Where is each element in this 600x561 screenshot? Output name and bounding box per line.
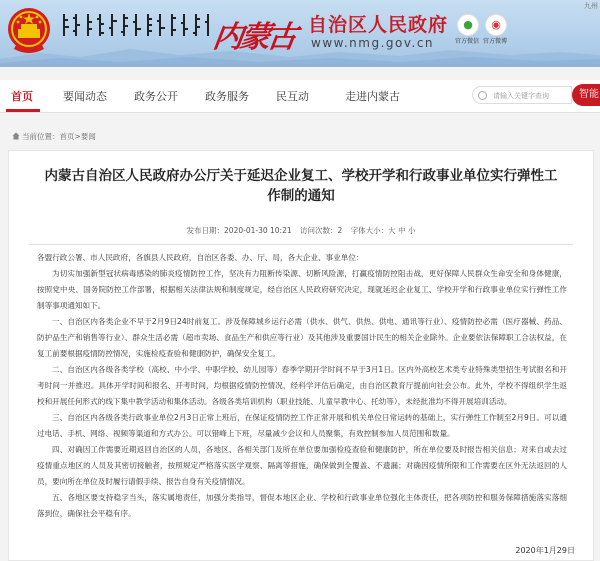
weibo-icon[interactable]: ◉: [485, 14, 507, 36]
nav-item-home[interactable]: 首页: [11, 90, 33, 103]
header-corner-text: 九州: [584, 2, 598, 10]
article-date: 2020年1月29日: [515, 546, 575, 555]
site-url: www.nmg.gov.cn: [311, 36, 435, 50]
nav-item-gov-services[interactable]: 政务服务: [205, 90, 249, 103]
publish-date: 发布日期：2020-01-30 10:21: [186, 226, 292, 235]
nav-item-interaction[interactable]: 民互动: [276, 90, 309, 103]
article-paragraph: 各盟行政公署、市人民政府，各旗县人民政府，自治区各委、办、厅、局，各大企业、事业单位：: [37, 253, 364, 262]
breadcrumb-text[interactable]: 当前位置：首页>要闻: [22, 132, 96, 141]
nav-item-news[interactable]: 要闻动态: [63, 90, 107, 103]
search-input[interactable]: 请输入关键字查询: [472, 86, 572, 104]
mongolian-script-title: [58, 10, 213, 40]
title-divider: [29, 244, 573, 245]
weibo-label[interactable]: 官方微博: [483, 38, 508, 45]
font-size-control[interactable]: 字体大小：大 中 小: [350, 226, 416, 235]
site-header: [0, 0, 600, 67]
article-panel: [8, 150, 594, 561]
wechat-icon[interactable]: ●: [457, 14, 479, 36]
article-title: 内蒙古自治区人民政府办公厅关于延迟企业复工、学校开学和行政事业单位实行弹性工作制的通知: [44, 168, 558, 204]
wechat-label[interactable]: 官方微信: [455, 38, 480, 45]
nav-active-indicator: [6, 109, 40, 112]
article-paragraph: 一、自治区内各类企业不早于2月9日24时前复工。涉及保障城乡运行必需（供水、供气、供热、供电、通讯等行业）、疫情防控必需（医疗器械、药品、防护品生产和销售等行业）、群众生活必需（超市卖场、食品生产和供应等行业）及其他涉及重要国计民生的相关企业除外。企业要依法保障职工合法权益，在复工前要根据疫情防控情况，实施检疫查验和健康防护，确保安全复工。: [37, 317, 567, 358]
inner-mongolia-calligraphy: 内蒙古: [210, 20, 297, 55]
search-icon: [478, 91, 487, 100]
nav-item-gov-affairs[interactable]: 政务公开: [134, 90, 178, 103]
breadcrumb: [12, 131, 96, 142]
article-paragraph: 五、各地区要支持稳字当头，落实属地责任，加强分类指导，督促本地区企业、学校和行政事业单位强化主体责任，把各项防控和服务保障措施落实落细落到位，确保社会平稳有序。: [37, 493, 567, 518]
article-meta: [9, 225, 593, 236]
article-body: [37, 250, 567, 522]
article-paragraph: 为切实加强新型冠状病毒感染的肺炎疫情防控工作，坚决有力阻断传染源、切断风险源，打赢疫情防控阻击战，更好保障人民群众生命安全和身体健康，按照党中央、国务院防控工作部署，根据相关法律法规和制度规定，经自治区人民政府研究决定，现就延迟企业复工、学校开学和行政事业单位实行弹性工作制等事项通知如下。: [37, 269, 567, 310]
article-paragraph: 二、自治区内各级各类学校（高校、中小学、中职学校、幼儿园等）春季学期开学时间不早于3月1日。区内外高校艺术类专业特殊类型招生考试报名和开考时间一并推迟。具体开学时间和报名、开考时间，均根据疫情防控情况，经科学评估后确定，由自治区教育厅提前向社会公布。此外，学校不得组织学生返校和开展任何形式的线下集中教学活动和集体活动。各级各类培训机构（职业技能、儿童早教中心、托幼等），未经批准均不得开展培训活动。: [37, 365, 567, 406]
nav-item-about[interactable]: 走进内蒙古: [345, 90, 400, 103]
national-emblem-icon: [6, 5, 52, 57]
smart-search-button[interactable]: 智能: [572, 84, 600, 106]
article-paragraph: 三、自治区内各级各类行政事业单位2月3日正常上班后，在保证疫情防控工作正常开展和机关单位日常运转的基础上，实行弹性工作制至2月9日。可以通过电话、手机、网络、视频等渠道和方式办公。可以错峰上下班，尽量减少会议和人员聚集，有效控制参加人员范围和数量。: [37, 413, 567, 438]
article-paragraph: 四、对确因工作需要近期返回自治区的人员，各地区、各相关部门及所在单位要加强检疫查验和健康防护，所在单位要及时报告相关信息；对来自或去过疫情重点地区的人员及其密切接触者，按照规定严格落实医学观察、隔离等措施，确保做到全覆盖、不遗漏；对确因疫情所限和工作需要在区外无法返回的人员，要向所在单位及时履行请假手续、报告自身有关疫情情况。: [37, 445, 567, 486]
view-count: 访问次数：2: [300, 226, 343, 235]
site-title[interactable]: 自治区人民政府: [308, 14, 449, 36]
home-icon: [12, 132, 20, 140]
